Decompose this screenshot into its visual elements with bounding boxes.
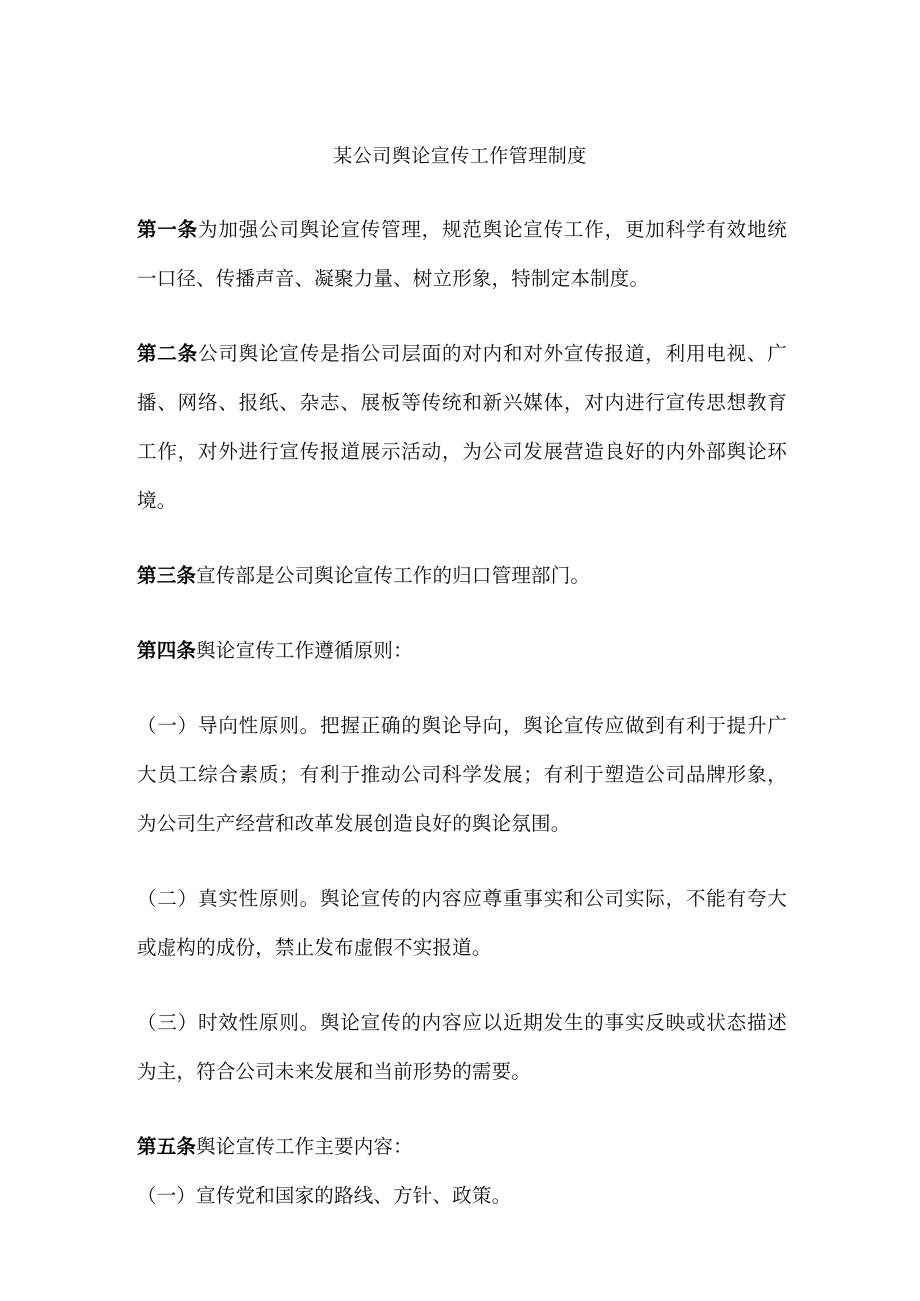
document-title: 某公司舆论宣传工作管理制度 — [333, 145, 587, 167]
article-label: 第五条 — [137, 1135, 197, 1158]
article-label: 第一条 — [137, 218, 198, 241]
principle-text: （二）真实性原则。舆论宣传的内容应尊重事实和公司实际，不能有夸大或虚构的成份，禁止发布虚假不实报道。 — [137, 887, 787, 959]
document-body — [137, 205, 787, 1220]
content-item-1 — [137, 1171, 787, 1220]
article-5 — [137, 1122, 787, 1171]
article-label: 第四条 — [137, 639, 197, 662]
article-1 — [137, 205, 787, 303]
article-4 — [137, 626, 787, 675]
principle-text: （一）导向性原则。把握正确的舆论导向，舆论宣传应做到有利于提升广大员工综合素质；有利于推动公司科学发展；有利于塑造公司品牌形象，为公司生产经营和改革发展创造良好的舆论氛围。 — [137, 714, 787, 835]
article-text: 为加强公司舆论宣传管理，规范舆论宣传工作，更加科学有效地统一口径、传播声音、凝聚力量、树立形象，特制定本制度。 — [137, 218, 787, 290]
principle-text: （三）时效性原则。舆论宣传的内容应以近期发生的事实反映或状态描述为主，符合公司未来发展和当前形势的需要。 — [137, 1011, 787, 1083]
article-label: 第二条 — [137, 342, 198, 365]
content-item-text: （一）宣传党和国家的路线、方针、政策。 — [137, 1184, 512, 1207]
article-3 — [137, 551, 787, 600]
article-text: 舆论宣传工作主要内容： — [196, 1135, 413, 1158]
principle-3 — [137, 998, 787, 1096]
article-2 — [137, 329, 787, 525]
principle-2 — [137, 874, 787, 972]
article-text: 公司舆论宣传是指公司层面的对内和对外宣传报道，利用电视、广播、网络、报纸、杂志、展板等传统和新兴媒体，对内进行宣传思想教育工作，对外进行宣传报道展示活动，为公司发展营造良好的内外部舆论环境。 — [137, 342, 787, 512]
principle-1 — [137, 701, 787, 848]
article-label: 第三条 — [137, 564, 197, 587]
article-text: 宣传部是公司舆论宣传工作的归口管理部门。 — [196, 564, 591, 587]
article-text: 舆论宣传工作遵循原则： — [196, 639, 413, 662]
